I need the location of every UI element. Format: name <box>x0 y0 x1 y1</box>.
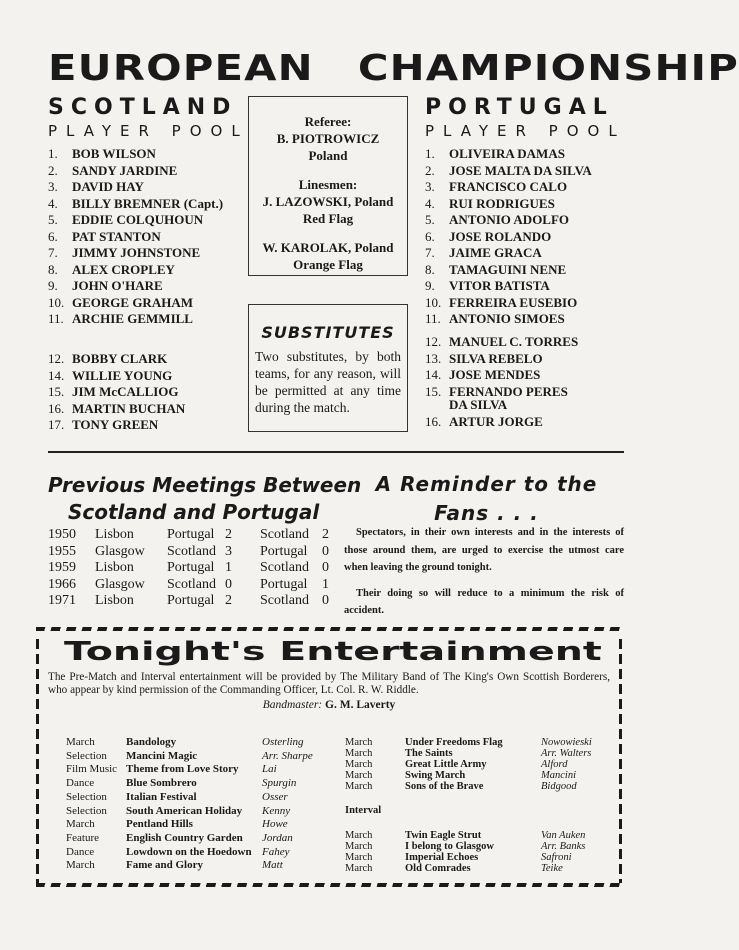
portugal-player-list <box>425 146 592 328</box>
player-row: 8. TAMAGUINI NENE <box>425 261 567 277</box>
dashed-border-left <box>36 639 39 883</box>
player-row: DA SILVA <box>449 397 508 412</box>
list-item: March Swing March Mancini <box>345 770 576 781</box>
list-item: March Twin Eagle Strut Van Auken <box>345 829 586 841</box>
player-row: 12. BOBBY CLARK <box>48 351 168 366</box>
scotland-team-name: SCOTLAND <box>48 95 238 120</box>
player-row: 4. RUI RODRIGUES <box>425 195 555 211</box>
list-item: March Under Freedoms Flag Nowowieski <box>345 737 592 748</box>
bandmaster-line: Bandmaster: G. M. Laverty <box>262 699 396 711</box>
player-row: 8. ALEX CROPLEY <box>48 261 175 277</box>
player-row: 3. DAVID HAY <box>48 179 144 194</box>
player-row: 17. TONY GREEN <box>48 417 159 432</box>
dashed-border-bottom <box>36 883 622 887</box>
player-row: 5. ANTONIO ADOLFO <box>425 212 570 227</box>
table-row: 1955 Glasgow Scotland 3 Portugal 0 <box>48 543 329 559</box>
interval-heading: Interval <box>345 805 382 816</box>
list-item: Dance Lowdown on the Hoedown Fahey <box>66 845 290 858</box>
player-row: 12. MANUEL C. TORRES <box>425 334 579 349</box>
list-item: Selection Italian Festival Osser <box>66 790 288 803</box>
player-row: 14. JOSE MENDES <box>425 367 541 382</box>
player-row: 15. FERNANDO PERES <box>425 383 568 399</box>
substitutes-box <box>248 304 408 432</box>
list-item: Feature English Country Garden Jordan <box>66 831 293 844</box>
table-row: 1966 Glasgow Scotland 0 Portugal 1 <box>48 576 329 592</box>
player-row: 1. OLIVEIRA DAMAS <box>425 146 565 161</box>
player-row: 11. ANTONIO SIMOES <box>425 311 565 326</box>
programme-list-right <box>345 737 592 874</box>
player-row: 5. EDDIE COLQUHOUN <box>48 212 204 227</box>
substitutes-title: SUBSTITUTES <box>261 323 395 342</box>
scotland-player-list <box>48 146 223 328</box>
referee-country: Poland <box>308 148 348 163</box>
player-row: 1. BOB WILSON <box>48 146 156 161</box>
portugal-reserve-list <box>425 334 578 430</box>
player-row: 2. SANDY JARDINE <box>48 162 178 178</box>
reminder-paragraph-1: Spectators, in their own interests and in the interests of those around them, are urged to exercise the utmost care when leaving the ground tonight. <box>344 527 624 573</box>
list-item: Dance Blue Sombrero Spurgin <box>66 777 297 790</box>
player-row: 14. WILLIE YOUNG <box>48 367 173 383</box>
referee-name: B. PIOTROWICZ <box>276 131 380 146</box>
player-row: 7. JAIME GRACA <box>425 245 542 260</box>
scotland-pool-label: PLAYER POOL <box>48 122 249 140</box>
player-row: 6. JOSE ROLANDO <box>425 228 552 244</box>
player-row: 10. GEORGE GRAHAM <box>48 294 193 310</box>
linesman-1-flag: Red Flag <box>302 211 354 226</box>
list-item: Selection Mancini Magic Arr. Sharpe <box>66 749 313 762</box>
programme-list-left <box>66 736 313 873</box>
referee-label: Referee: <box>304 114 352 129</box>
previous-meetings-table <box>48 527 329 610</box>
player-row: 13. SILVA REBELO <box>425 350 543 366</box>
table-row: 1971 Lisbon Portugal 2 Scotland 0 <box>48 593 329 609</box>
player-row: 9. JOHN O'HARE <box>48 278 163 293</box>
portugal-team-name: PORTUGAL <box>425 95 614 120</box>
list-item: March The Saints Arr. Walters <box>345 748 592 759</box>
reminder-text <box>344 524 624 628</box>
linesman-2: W. KAROLAK, Poland <box>262 240 394 255</box>
title-word-championship: CHAMPIONSHIP <box>357 48 739 89</box>
list-item: March Sons of the Brave Bidgood <box>345 781 577 792</box>
list-item: March Pentland Hills Howe <box>66 818 288 831</box>
player-row: 16. ARTUR JORGE <box>425 413 543 429</box>
list-item: March Old Comrades Teike <box>345 862 563 874</box>
table-row: 1950 Lisbon Portugal 2 Scotland 2 <box>48 527 329 542</box>
reminder-title: A Reminder to the Fans . . . <box>375 472 598 525</box>
table-row: 1959 Lisbon Portugal 1 Scotland 0 <box>48 560 329 576</box>
linesman-2-flag: Orange Flag <box>293 257 363 272</box>
player-row: 15. JIM McCALLIOG <box>48 384 179 399</box>
list-item: Selection South American Holiday Kenny <box>66 804 291 817</box>
linesman-1: J. LAZOWSKI, Poland <box>262 194 394 209</box>
entertainment-intro: The Pre-Match and Interval entertainment will be provided by The Military Band of The King's Own Scottish Borderers, who appear by kind permission of the Commanding Officer, Lt. Col. R. W. Riddle. <box>48 671 610 696</box>
list-item: March Bandology Osterling <box>66 736 304 748</box>
list-item: March Great Little Army Alford <box>345 759 568 770</box>
player-row: 11. ARCHIE GEMMILL <box>48 311 193 326</box>
player-row: 10. FERREIRA EUSEBIO <box>425 294 578 310</box>
player-row: 7. JIMMY JOHNSTONE <box>48 245 201 260</box>
player-row: 3. FRANCISCO CALO <box>425 179 568 194</box>
linesmen-label: Linesmen: <box>298 177 358 192</box>
player-row: 6. PAT STANTON <box>48 228 161 244</box>
substitutes-text: Two substitutes, by both teams, for any reason, will be permitted at any time during the match. <box>255 349 401 415</box>
dashed-border-top <box>36 627 622 631</box>
entertainment-title: Tonight's Entertainment <box>64 637 602 667</box>
officials-box <box>248 96 408 276</box>
section-divider <box>48 451 624 453</box>
list-item: March Fame and Glory Matt <box>66 859 283 872</box>
player-row: 4. BILLY BREMNER (Capt.) <box>48 195 224 211</box>
player-row: 16. MARTIN BUCHAN <box>48 400 186 416</box>
reminder-paragraph-2: Their doing so will reduce to a minimum the risk of accident. <box>344 587 624 616</box>
player-row: 9. VITOR BATISTA <box>425 278 550 293</box>
list-item: March Imperial Echoes Safroni <box>345 851 572 863</box>
list-item: Film Music Theme from Love Story Lai <box>66 763 277 776</box>
player-row: 2. JOSE MALTA DA SILVA <box>425 162 592 178</box>
previous-meetings-title: Previous Meetings Between Scotland and Portugal <box>48 473 362 524</box>
scotland-reserve-list <box>48 351 185 434</box>
page-title <box>48 44 739 94</box>
list-item: March I belong to Glasgow Arr. Banks <box>345 840 586 852</box>
dashed-border-right <box>619 639 622 883</box>
portugal-pool-label: PLAYER POOL <box>425 122 626 140</box>
title-word-european: EUROPEAN <box>48 48 314 89</box>
